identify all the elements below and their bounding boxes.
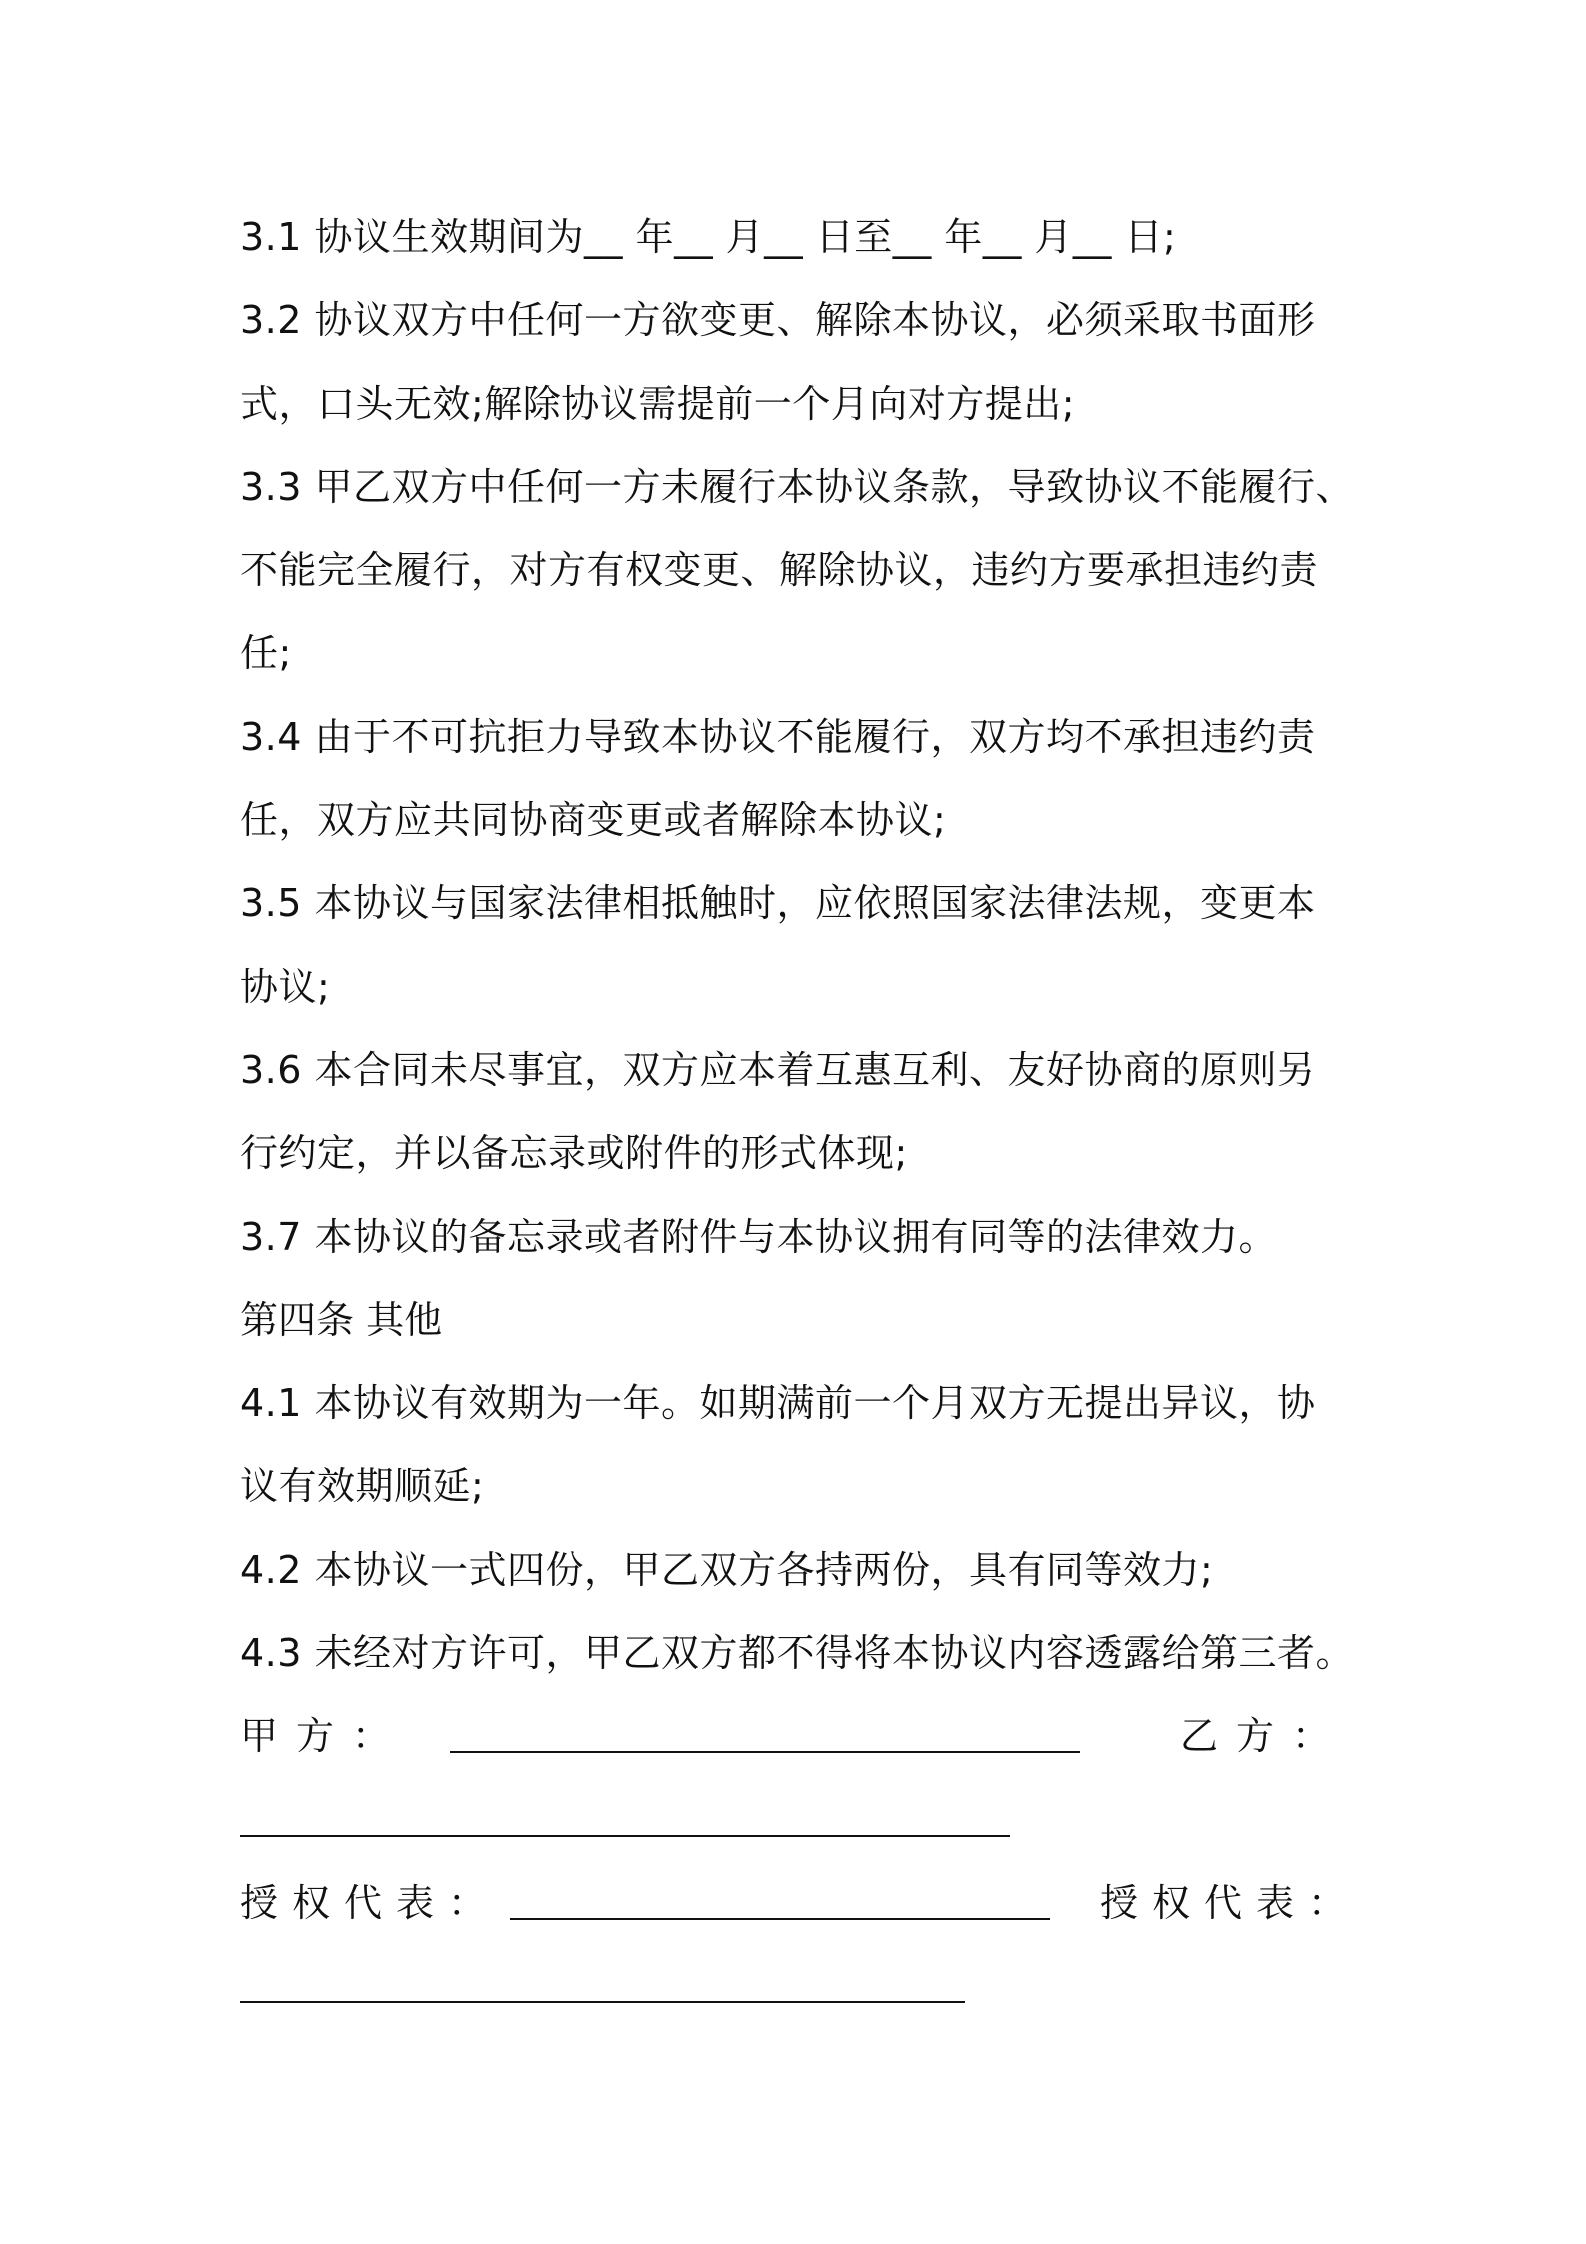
party-b-signature-line <box>240 1835 1010 1837</box>
clause-3-4-line-1: 3.4 由于不可抗拒力导致本协议不能履行，双方均不承担违约责 <box>240 714 1316 759</box>
rep-a-label: 授权代表： <box>240 1880 501 1925</box>
clause-3-4-line-2: 任，双方应共同协商变更或者解除本协议; <box>240 798 947 843</box>
clause-4-3-line-1: 4.3 未经对方许可，甲乙双方都不得将本协议内容透露给第三者。 <box>240 1631 1355 1676</box>
clause-3-6-line-2: 行约定，并以备忘录或附件的形式体现; <box>240 1131 908 1176</box>
clause-4-1-line-1: 4.1 本协议有效期为一年。如期满前一个月双方无提出异议，协 <box>240 1381 1316 1426</box>
clause-3-2-line-1: 3.2 协议双方中任何一方欲变更、解除本协议，必须采取书面形 <box>240 298 1316 343</box>
rep-a-signature-line <box>510 1918 1050 1920</box>
clause-3-5-line-2: 协议; <box>240 964 331 1009</box>
rep-b-signature-line <box>240 2001 965 2003</box>
clause-3-3-line-3: 任; <box>240 631 292 676</box>
clause-3-3-line-1: 3.3 甲乙双方中任何一方未履行本协议条款，导致协议不能履行、 <box>240 464 1355 509</box>
representative-signature-row <box>240 1862 1370 1945</box>
party-b-signature-row <box>240 1779 1370 1862</box>
rep-b-label: 授权代表： <box>1100 1880 1361 1925</box>
document-body <box>240 196 1370 2029</box>
clause-4-1-line-2: 议有效期顺延; <box>240 1464 485 1509</box>
party-signature-row <box>240 1695 1370 1778</box>
clause-3-3-line-2: 不能完全履行，对方有权变更、解除协议，违约方要承担违约责 <box>240 548 1319 593</box>
party-a-label: 甲方： <box>240 1714 409 1759</box>
clause-3-1-line-1: 3.1 协议生效期间为__ 年__ 月__ 日至__ 年__ 月__ 日; <box>240 215 1177 259</box>
section-4-heading: 第四条 其他 <box>240 1297 443 1342</box>
party-a-signature-line <box>450 1751 1080 1753</box>
clause-3-7-line-1: 3.7 本协议的备忘录或者附件与本协议拥有同等的法律效力。 <box>240 1214 1278 1259</box>
party-b-label: 乙方： <box>1180 1714 1349 1759</box>
clause-4-2-line-1: 4.2 本协议一式四份，甲乙双方各持两份，具有同等效力; <box>240 1547 1214 1592</box>
clause-3-2-line-2: 式，口头无效;解除协议需提前一个月向对方提出; <box>240 381 1076 426</box>
rep-b-signature-row <box>240 1945 1370 2028</box>
clause-3-5-line-1: 3.5 本协议与国家法律相抵触时，应依照国家法律法规，变更本 <box>240 881 1316 926</box>
clause-3-6-line-1: 3.6 本合同未尽事宜，双方应本着互惠互利、友好协商的原则另 <box>240 1047 1316 1092</box>
